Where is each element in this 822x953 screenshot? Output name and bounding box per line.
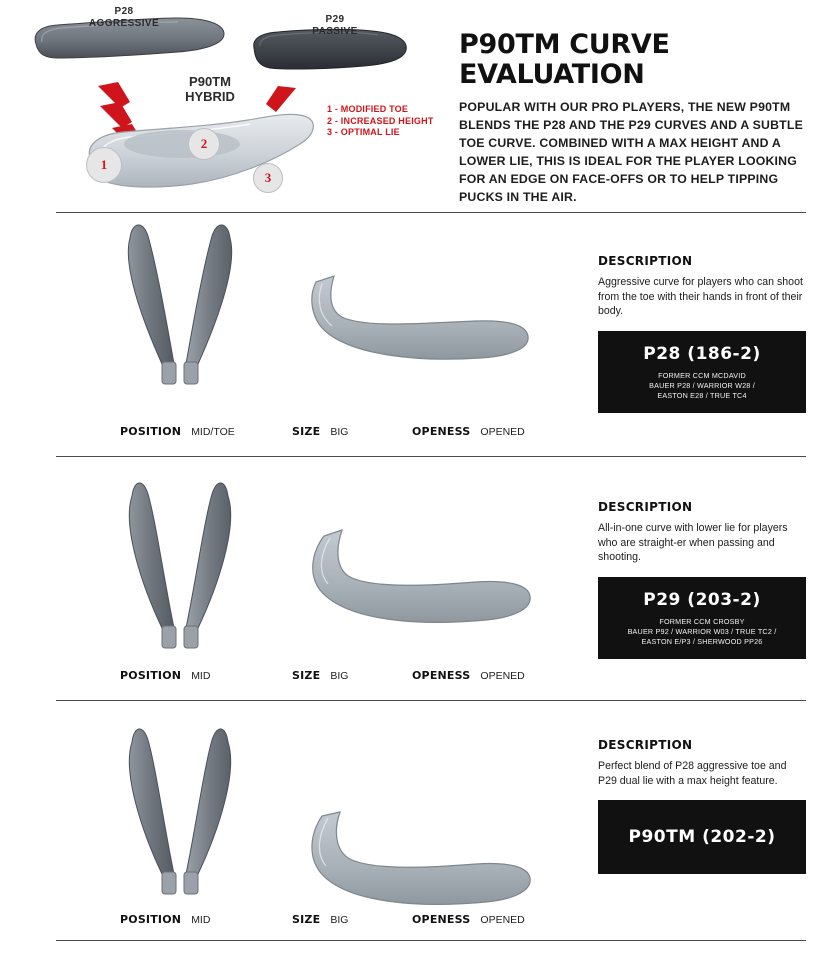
spec-openess-label: OPENESS: [412, 425, 471, 438]
p28-caption: [84, 6, 164, 30]
spec-size-value: BIG: [330, 914, 349, 926]
spec-position: [120, 425, 292, 438]
position-view-p28: [110, 206, 250, 401]
hybrid-caption-line1: P90TM: [189, 74, 231, 89]
spec-size: [292, 913, 412, 926]
spec-openess-value: OPENED: [480, 426, 525, 438]
hybrid-caption: [160, 74, 260, 104]
equivalent-line-1: FORMER CCM MCDAVID: [658, 370, 746, 380]
legend-item-2: 2 - INCREASED HEIGHT: [327, 115, 434, 126]
spec-size-value: BIG: [330, 670, 349, 682]
header-body-text: POPULAR WITH OUR PRO PLAYERS, THE NEW P90TM BLENDS THE P28 AND THE P29 CURVES AND A SUBTLE TOE CURVE. COMBINED WITH A MAX HEIGHT AND A LOWER LIE, THIS IS IDEAL FOR THE PLAYER LOOKING FOR AN EDGE ON FACE-OFFS OR TO HELP TIPPING PUCKS IN THE AIR.: [459, 100, 804, 204]
p29-caption: [300, 14, 370, 38]
openness-view-p28: [300, 270, 540, 380]
spec-openess-label: OPENESS: [412, 669, 471, 682]
spec-position-label: POSITION: [120, 913, 182, 926]
p28-caption-line2: AGGRESSIVE: [88, 18, 160, 29]
code-badge-p90tm: [598, 800, 806, 874]
hybrid-caption-line2: HYBRID: [185, 89, 235, 104]
code-badge-equivalents: [606, 617, 798, 647]
description-heading: DESCRIPTION: [598, 500, 693, 514]
code-badge-equivalents: [606, 371, 798, 401]
spec-position: [120, 913, 292, 926]
openness-view-p90tm: [300, 810, 540, 920]
code-badge-title: P90TM (202-2): [628, 827, 776, 847]
equivalent-line-1: FORMER CCM CROSBY: [659, 616, 745, 626]
spec-openess-value: OPENED: [480, 670, 525, 682]
curve-row-p28: [0, 212, 822, 456]
description-text: Perfect blend of P28 aggressive toe and P29 dual lie with a max height feature.: [598, 760, 787, 787]
description-heading: DESCRIPTION: [598, 254, 693, 268]
callout-3-label: 3: [264, 170, 272, 185]
description-text: All-in-one curve with lower lie for players who are straight-er when passing and shooting.: [598, 522, 788, 563]
position-view-p29: [110, 466, 250, 661]
legend-item-1: 1 - MODIFIED TOE: [327, 104, 409, 114]
spec-position-value: MID/TOE: [191, 426, 235, 438]
curve-row-p29: [0, 456, 822, 700]
description-block-p29: [598, 500, 806, 659]
spec-openess-label: OPENESS: [412, 913, 471, 926]
spec-position-value: MID: [191, 914, 211, 926]
p29-caption-line2: PASSIVE: [312, 26, 358, 37]
spec-size: [292, 425, 412, 438]
position-view-p90tm: [110, 710, 250, 905]
equivalent-line-2: BAUER P92 / WARRIOR W03 / TRUE TC2 /: [627, 626, 777, 636]
spec-position-label: POSITION: [120, 669, 182, 682]
code-badge-title: P29 (203-2): [643, 589, 761, 610]
spec-openess: [412, 913, 580, 926]
bottom-divider: [56, 940, 806, 941]
spec-position-label: POSITION: [120, 425, 182, 438]
spec-openess: [412, 425, 580, 438]
p28-caption-line1: P28: [114, 6, 134, 17]
description-block-p90tm: [598, 738, 806, 874]
top-illustration-section: [0, 0, 822, 212]
spec-openess-value: OPENED: [480, 914, 525, 926]
spec-row-p90tm: [120, 913, 580, 926]
legend-item-3: 3 - OPTIMAL LIE: [327, 127, 400, 137]
curve-row-p90tm: [0, 700, 822, 944]
description-block-p28: [598, 254, 806, 413]
equivalent-line-3: EASTON E28 / TRUE TC4: [657, 390, 747, 400]
spec-position-value: MID: [191, 670, 211, 682]
spec-position: [120, 669, 292, 682]
callout-3: [253, 163, 283, 193]
openness-view-p29: [300, 526, 540, 636]
code-badge-p29: [598, 577, 806, 659]
spec-openess: [412, 669, 580, 682]
callout-1-label: 1: [100, 157, 108, 172]
spec-size-value: BIG: [330, 426, 349, 438]
spec-size-label: SIZE: [292, 425, 321, 438]
callout-2: [188, 128, 220, 160]
spec-row-p28: [120, 425, 580, 438]
code-badge-p28: [598, 331, 806, 413]
callout-2-label: 2: [200, 136, 208, 151]
spec-size-label: SIZE: [292, 913, 321, 926]
description-heading: DESCRIPTION: [598, 738, 693, 752]
spec-row-p29: [120, 669, 580, 682]
description-text: Aggressive curve for players who can shoot from the toe with their hands in front of their body.: [598, 276, 803, 317]
header-block: [459, 30, 807, 206]
equivalent-line-3: EASTON E/P3 / SHERWOOD PP26: [641, 636, 763, 646]
p29-caption-line1: P29: [325, 14, 345, 25]
code-badge-title: P28 (186-2): [643, 343, 761, 364]
page-title: P90TM CURVE EVALUATION: [459, 29, 670, 90]
legend-list: [327, 104, 434, 139]
spec-size-label: SIZE: [292, 669, 321, 682]
equivalent-line-2: BAUER P28 / WARRIOR W28 /: [649, 380, 755, 390]
spec-size: [292, 669, 412, 682]
callout-1: [86, 147, 122, 183]
